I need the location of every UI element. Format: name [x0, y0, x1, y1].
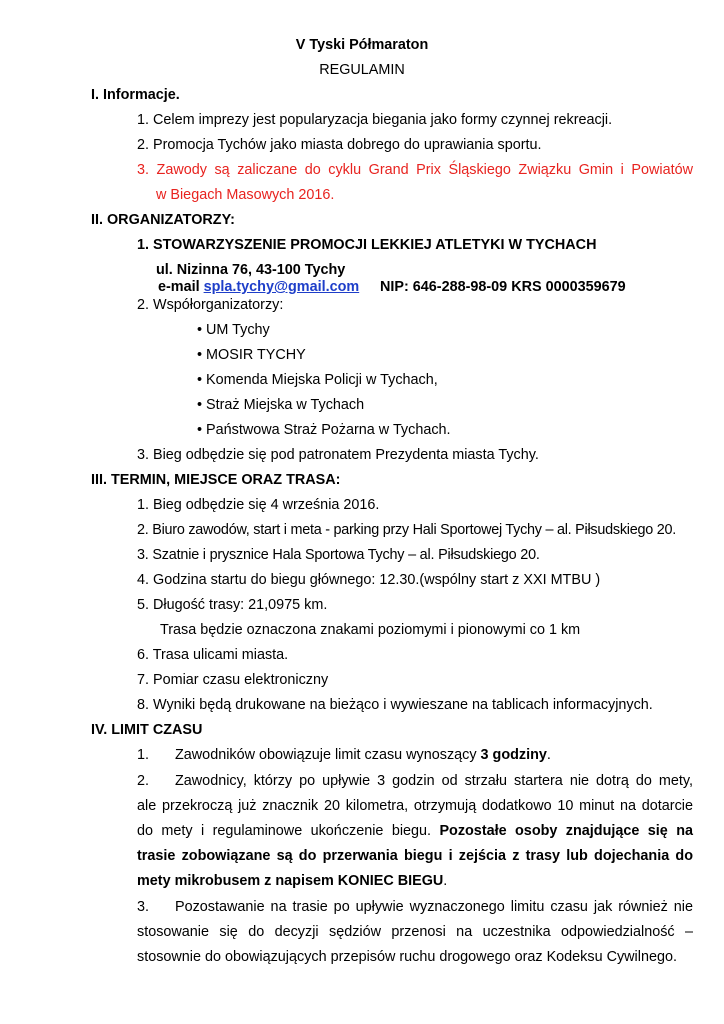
email-label: e-mail — [158, 279, 204, 295]
list-item-highlighted-cont: w Biegach Masowych 2016. — [156, 187, 335, 203]
list-item: 5. Długość trasy: 21,0975 km. — [137, 597, 328, 613]
list-item: 2. Promocja Tychów jako miasta dobrego do uprawiania sportu. — [137, 137, 542, 153]
paragraph-line: stosowanie się do decyzji sędziów przenosi na uczestnika odpowiedzialność – — [137, 924, 693, 940]
paragraph-line — [137, 822, 693, 840]
list-item: 6. Trasa ulicami miasta. — [137, 647, 289, 663]
organizer-name: 1. STOWARZYSZENIE PROMOCJI LEKKIEJ ATLETYKI W TYCHACH — [137, 237, 597, 253]
list-item: 3. Bieg odbędzie się pod patronatem Prezydenta miasta Tychy. — [137, 447, 539, 463]
list-item-note: Trasa będzie oznaczona znakami poziomymi i pionowymi co 1 km — [160, 622, 581, 638]
paragraph-line: Zawodnicy, którzy po upływie 3 godzin od strzału startera nie dotrą do mety, — [175, 773, 693, 789]
paragraph-line: Pozostawanie na trasie po upływie wyznaczonego limitu czasu jak również nie — [175, 899, 693, 915]
section-2-heading: II. ORGANIZATORZY: — [91, 212, 235, 228]
co-organizer-item: • Państwowa Straż Pożarna w Tychach. — [197, 422, 451, 438]
paragraph-number: 3. — [137, 899, 150, 915]
paragraph-bold: 3 godziny — [480, 747, 547, 763]
list-item: 2. Biuro zawodów, start i meta - parking przy Hali Sportowej Tychy – al. Piłsudskiego 20. — [137, 522, 676, 538]
list-item: 1. Bieg odbędzie się 4 września 2016. — [137, 497, 380, 513]
document-title: V Tyski Półmaraton — [295, 37, 429, 53]
list-item: 8. Wyniki będą drukowane na bieżąco i wywieszane na tablicach informacyjnych. — [137, 697, 653, 713]
list-item: 7. Pomiar czasu elektroniczny — [137, 672, 329, 688]
paragraph-bold: mety mikrobusem z napisem KONIEC BIEGU — [137, 873, 444, 889]
list-item: 1. Celem imprezy jest popularyzacja biegania jako formy czynnej rekreacji. — [137, 112, 613, 128]
paragraph-number: 2. — [137, 773, 150, 789]
paragraph-line-bold: trasie zobowiązane są do przerwania biegu i zejścia z trasy lub dojechania do — [137, 848, 693, 864]
list-item: 3. Szatnie i prysznice Hala Sportowa Tychy – al. Piłsudskiego 20. — [137, 547, 540, 563]
co-organizers-label: 2. Współorganizatorzy: — [137, 297, 284, 313]
email-link[interactable]: spla.tychy@gmail.com — [203, 279, 360, 295]
paragraph-text: Zawodników obowiązuje limit czasu wynoszący — [175, 747, 481, 763]
paragraph-end: . — [546, 747, 551, 763]
paragraph — [175, 746, 551, 764]
co-organizer-item: • Straż Miejska w Tychach — [197, 397, 365, 413]
organizer-contact — [158, 278, 359, 296]
co-organizer-item: • Komenda Miejska Policji w Tychach, — [197, 372, 438, 388]
section-1-heading: I. Informacje. — [91, 87, 180, 103]
paragraph-end: . — [443, 873, 448, 889]
paragraph-bold: Pozostałe osoby znajdujące się na — [439, 823, 693, 839]
list-item: 4. Godzina startu do biegu głównego: 12.30.(wspólny start z XXI MTBU ) — [137, 572, 601, 588]
organizer-ids: NIP: 646-288-98-09 KRS 0000359679 — [380, 279, 626, 295]
section-3-heading: III. TERMIN, MIEJSCE ORAZ TRASA: — [91, 472, 341, 488]
paragraph-line — [137, 872, 447, 890]
list-item-highlighted: 3. Zawody są zaliczane do cyklu Grand Prix Śląskiego Związku Gmin i Powiatów — [137, 162, 693, 178]
paragraph-number: 1. — [137, 747, 150, 763]
document-subtitle: REGULAMIN — [319, 62, 405, 78]
paragraph-text: do mety i regulaminowe ukończenie biegu. — [137, 823, 440, 839]
co-organizer-item: • UM Tychy — [197, 322, 270, 338]
section-4-heading: IV. LIMIT CZASU — [91, 722, 203, 738]
organizer-address: ul. Nizinna 76, 43-100 Tychy — [156, 262, 346, 278]
paragraph-line: ale przekroczą już znacznik 20 kilometra, otrzymują dodatkowo 10 minut na dotarcie — [137, 798, 693, 814]
co-organizer-item: • MOSIR TYCHY — [197, 347, 306, 363]
paragraph-line: stosownie do obowiązujących przepisów ruchu drogowego oraz Kodeksu Cywilnego. — [137, 949, 677, 965]
